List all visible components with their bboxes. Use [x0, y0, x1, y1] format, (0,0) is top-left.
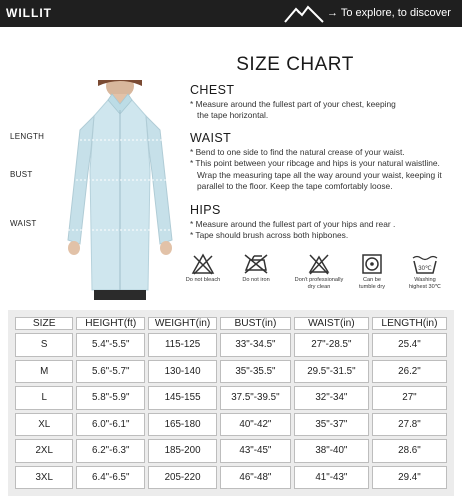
table-cell: 115-125	[148, 333, 217, 357]
table-cell: 35"-35.5"	[220, 360, 291, 384]
shirt-illustration	[58, 80, 182, 300]
table-row	[15, 333, 447, 357]
table-cell: XL	[15, 413, 73, 437]
table-cell: 29.4"	[372, 466, 447, 490]
table-row	[15, 413, 447, 437]
table-cell: 38"-40"	[294, 439, 369, 463]
waist-label: WAIST	[10, 219, 37, 228]
care-tumble-dry: Can be tumble dry	[345, 253, 399, 291]
table-cell: S	[15, 333, 73, 357]
table-cell: 5.8"-5.9"	[76, 386, 145, 410]
svg-text:30℃: 30℃	[418, 266, 432, 272]
table-cell: 26.2"	[372, 360, 447, 384]
table-cell: 185-200	[148, 439, 217, 463]
length-label: LENGTH	[10, 132, 45, 141]
table-cell: 5.6"-5.7"	[76, 360, 145, 384]
table-cell: 29.5"-31.5"	[294, 360, 369, 384]
table-cell: 165-180	[148, 413, 217, 437]
header-size: SIZE	[15, 317, 73, 330]
care-no-iron: Do not iron	[229, 253, 283, 284]
chest-heading: CHEST	[190, 83, 235, 97]
table-cell: 35"-37"	[294, 413, 369, 437]
table-cell: 2XL	[15, 439, 73, 463]
no-bleach-icon	[191, 253, 215, 275]
brand-logo: WILLIT	[6, 6, 52, 20]
table-cell: 40"-42"	[220, 413, 291, 437]
table-row	[15, 360, 447, 384]
table-cell: 205-220	[148, 466, 217, 490]
size-table-container	[8, 310, 454, 496]
table-cell: 41"-43"	[294, 466, 369, 490]
table-cell: 6.4"-6.5"	[76, 466, 145, 490]
header-weight: WEIGHT(in)	[148, 317, 217, 330]
chest-text: * Measure around the fullest part of your chest, keeping the tape horizontal.	[190, 99, 396, 121]
size-table	[12, 314, 450, 492]
table-cell: 43"-45"	[220, 439, 291, 463]
table-row	[15, 466, 447, 490]
table-cell: 32"-34"	[294, 386, 369, 410]
no-iron-icon	[242, 253, 270, 275]
table-cell: 130-140	[148, 360, 217, 384]
header-bar	[0, 0, 462, 27]
table-cell: 6.2"-6.3"	[76, 439, 145, 463]
table-header-row	[15, 317, 447, 330]
header-height: HEIGHT(ft)	[76, 317, 145, 330]
hips-text: * Measure around the fullest part of your hips and rear . * Tape should brush across both hipbones.	[190, 219, 396, 241]
table-cell: 46"-48"	[220, 466, 291, 490]
table-row	[15, 386, 447, 410]
table-cell: 3XL	[15, 466, 73, 490]
table-cell: 27"	[372, 386, 447, 410]
care-wash-30: 30℃ Washing highest 30℃	[398, 253, 452, 291]
care-no-bleach: Do not bleach	[176, 253, 230, 284]
table-cell: 145-155	[148, 386, 217, 410]
table-cell: 33"-34.5"	[220, 333, 291, 357]
header-length: LENGTH(in)	[372, 317, 447, 330]
page-title: SIZE CHART	[236, 54, 354, 75]
care-no-dry-clean: Don't professionally dry clean	[292, 253, 346, 291]
table-cell: L	[15, 386, 73, 410]
arrow-right-icon: →	[327, 7, 341, 19]
waist-heading: WAIST	[190, 131, 232, 145]
table-cell: M	[15, 360, 73, 384]
table-cell: 25.4"	[372, 333, 447, 357]
hips-heading: HIPS	[190, 203, 221, 217]
table-row	[15, 439, 447, 463]
table-cell: 28.6"	[372, 439, 447, 463]
table-cell: 5.4"-5.5"	[76, 333, 145, 357]
no-dry-clean-icon	[307, 253, 331, 275]
wash-30-icon	[411, 253, 439, 275]
bust-label: BUST	[10, 170, 33, 179]
header-waist: WAIST(in)	[294, 317, 369, 330]
mountain-logo-icon	[284, 3, 324, 24]
table-cell: 37.5"-39.5"	[220, 386, 291, 410]
table-cell: 27"-28.5"	[294, 333, 369, 357]
tagline: → To explore, to discover	[327, 7, 451, 19]
tumble-dry-icon	[361, 253, 383, 275]
waist-text: * Bend to one side to find the natural crease of your waist. * This point between your ribcage and hips is your natural waistline. Wrap the measuring tape all the way around your waist, keeping it parallel to the floor. Keep the tape comfortably loose.	[190, 147, 442, 191]
table-cell: 27.8"	[372, 413, 447, 437]
header-bust: BUST(in)	[220, 317, 291, 330]
table-cell: 6.0"-6.1"	[76, 413, 145, 437]
